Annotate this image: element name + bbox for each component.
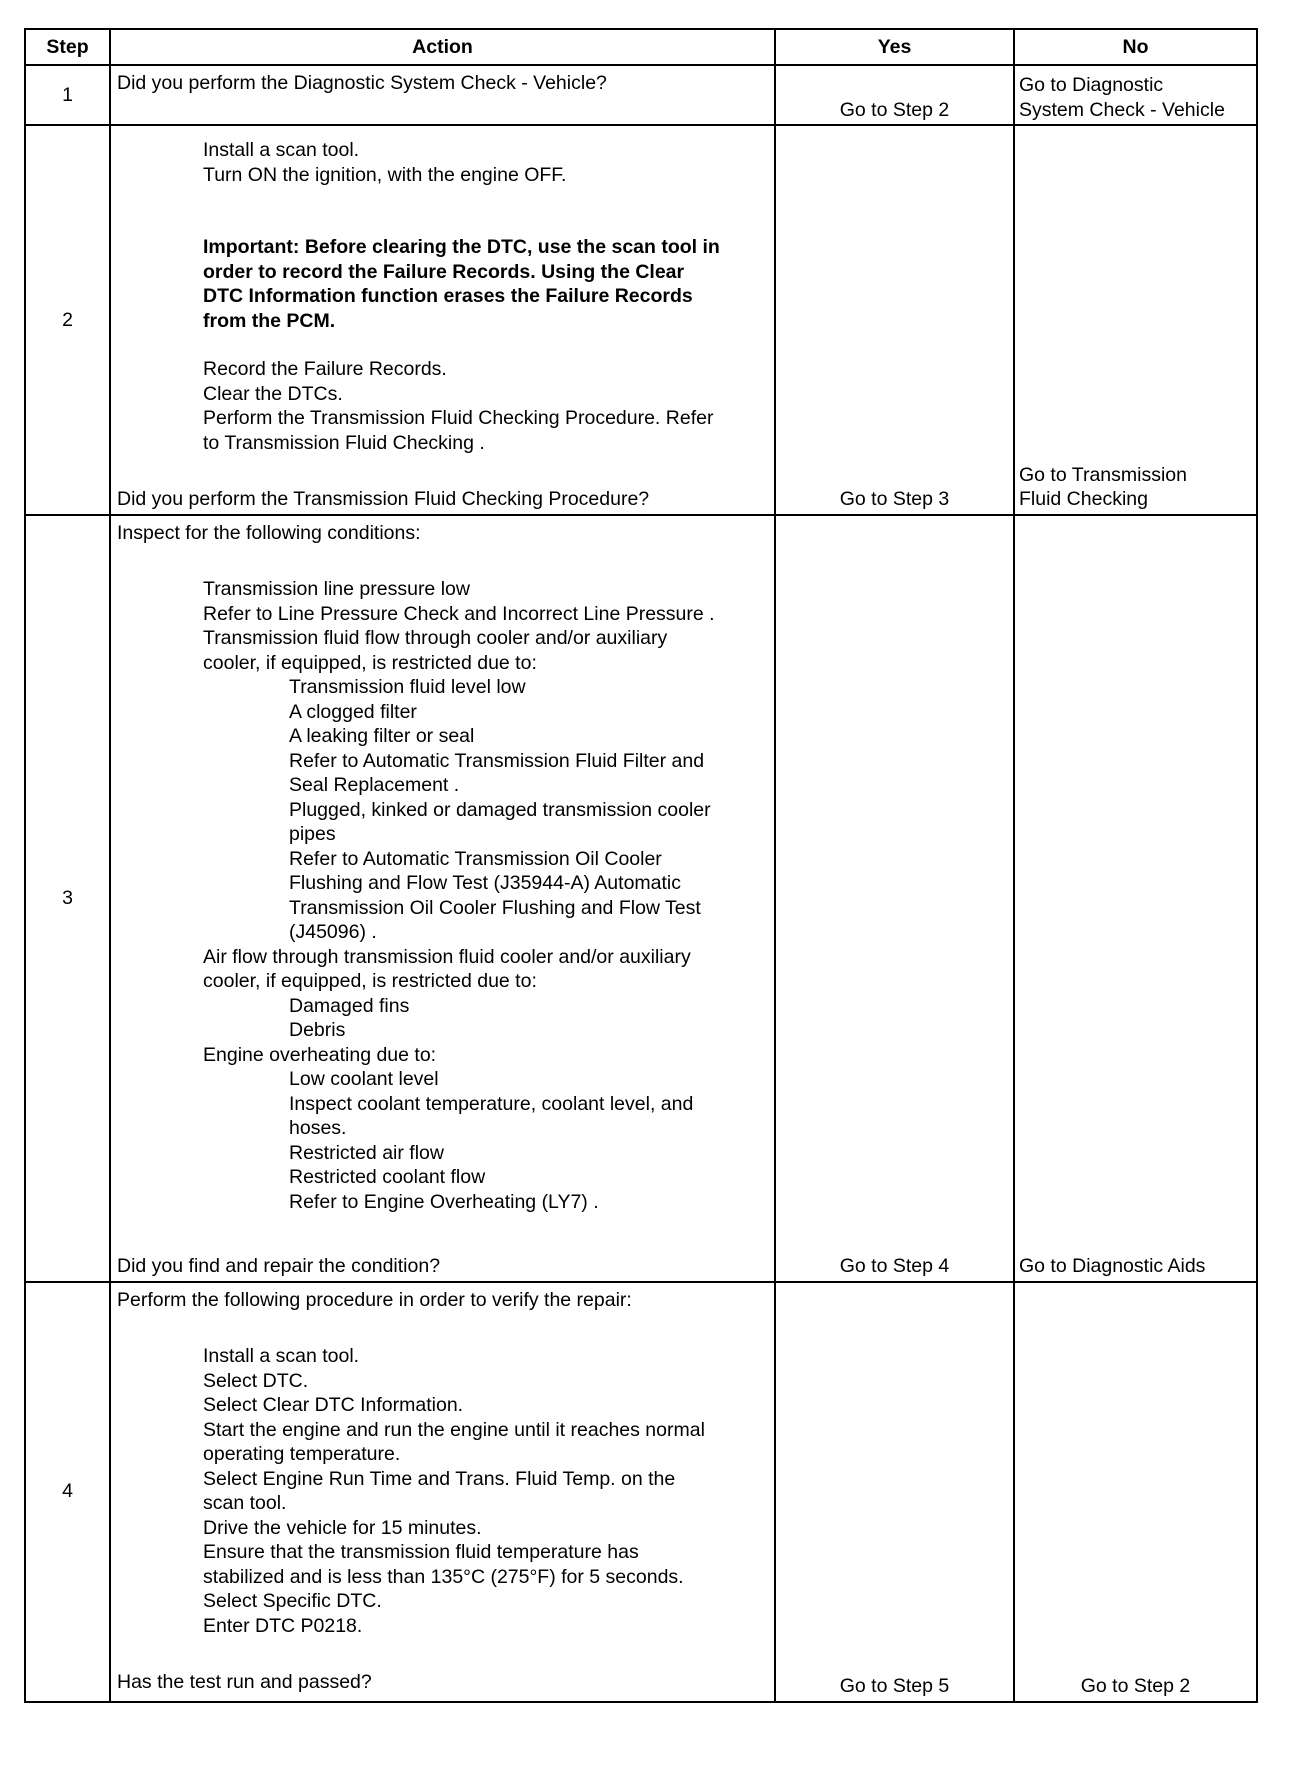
yes-link[interactable]: Go to Step 4 [839,1255,950,1277]
header-step: Step [25,29,110,65]
action-subline: Refer to Automatic Transmission Oil Cooler [289,847,662,870]
action-subline: Restricted air flow [289,1141,444,1164]
action-subline: Flushing and Flow Test (J35944-A) Automatic [289,872,681,894]
action-subline: Refer to Engine Overheating (LY7) . [289,1190,599,1213]
no-link[interactable]: Go to Step 2 [1080,1675,1191,1697]
action-line: cooler, if equipped, is restricted due to: [203,651,537,674]
table-row [25,1282,1257,1702]
important-note [117,235,768,333]
action-line: Select Engine Run Time and Trans. Fluid Temp. on the [203,1467,676,1490]
table-row [25,125,1257,515]
action-subline: Low coolant level [289,1068,439,1090]
action-subline: Transmission fluid level low [289,676,526,698]
table-row [25,515,1257,1282]
question-text: Did you perform the Diagnostic System Check - Vehicle? [117,72,607,94]
action-subline: Damaged fins [289,994,410,1017]
important-line: order to record the Failure Records. Using the Clear [203,260,685,283]
action-line: Install a scan tool. [203,1345,360,1367]
action-line: Start the engine and run the engine until it reaches normal [203,1418,705,1441]
important-line: Important: Before clearing the DTC, use the scan tool in [203,236,720,258]
action-line: Install a scan tool. [203,139,360,161]
header-action: Action [110,29,775,65]
no-link-line: System Check - Vehicle [1019,98,1225,121]
no-link[interactable] [1019,73,1252,122]
step-number: 3 [25,515,110,1282]
no-cell [1014,515,1257,1282]
action-subline: Debris [289,1019,346,1041]
header-no: No [1014,29,1257,65]
action-line: Refer to Line Pressure Check and Incorrect Line Pressure . [203,602,715,625]
action-subline: A leaking filter or seal [289,725,475,747]
action-intro: Perform the following procedure in order to verify the repair: [117,1288,632,1311]
action-line: Clear the DTCs. [203,382,343,405]
action-intro: Inspect for the following conditions: [117,521,421,544]
action-cell [110,65,775,125]
no-link-line: Go to Diagnostic [1019,74,1164,96]
step-number: 4 [25,1282,110,1702]
action-subline: Transmission Oil Cooler Flushing and Flow Test [289,896,701,919]
action-line: operating temperature. [203,1443,401,1465]
action-subline: Seal Replacement . [289,774,460,796]
action-subline: Inspect coolant temperature, coolant level, and [289,1092,694,1115]
no-link-line: Fluid Checking [1019,488,1148,510]
action-subline: (J45096) . [289,921,377,943]
action-line: Transmission fluid flow through cooler and/or auxiliary [203,627,668,649]
header-yes: Yes [775,29,1014,65]
action-line: Air flow through transmission fluid cooler and/or auxiliary [203,945,691,968]
yes-cell [775,1282,1014,1702]
diagnostic-table [24,28,1258,1703]
step-number: 2 [25,125,110,515]
action-cell [110,515,775,1282]
action-subline: A clogged filter [289,700,417,723]
action-line: Record the Failure Records. [203,358,447,380]
yes-link[interactable]: Go to Step 5 [839,1675,950,1697]
important-line: from the PCM. [203,309,336,332]
table-row [25,65,1257,125]
action-line: Select DTC. [203,1369,309,1392]
action-subline: hoses. [289,1117,347,1139]
action-line: scan tool. [203,1492,287,1514]
action-line: Perform the Transmission Fluid Checking Procedure. Refer [203,407,714,429]
action-line: Select Clear DTC Information. [203,1394,464,1416]
step-number: 1 [25,65,110,125]
question-text: Did you perform the Transmission Fluid Checking Procedure? [117,488,650,510]
action-line: stabilized and is less than 135°C (275°F) for 5 seconds. [203,1565,684,1588]
action-cell [110,125,775,515]
no-link[interactable] [1019,463,1252,512]
yes-link[interactable]: Go to Step 3 [839,488,950,510]
action-cell [110,1282,775,1702]
action-line: Ensure that the transmission fluid temperature has [203,1541,639,1563]
no-cell [1014,1282,1257,1702]
action-line: Drive the vehicle for 15 minutes. [203,1516,482,1539]
yes-cell [775,515,1014,1282]
action-subline: Plugged, kinked or damaged transmission cooler [289,798,711,821]
no-link[interactable]: Go to Diagnostic Aids [1019,1255,1206,1277]
action-line: Enter DTC P0218. [203,1614,363,1637]
action-subline: Restricted coolant flow [289,1166,486,1188]
no-cell [1014,65,1257,125]
action-line: cooler, if equipped, is restricted due to: [203,970,537,992]
question-text: Did you find and repair the condition? [117,1255,441,1277]
action-line: Engine overheating due to: [203,1043,437,1066]
action-line: Select Specific DTC. [203,1590,382,1612]
no-cell [1014,125,1257,515]
action-subline: Refer to Automatic Transmission Fluid Filter and [289,749,705,772]
no-link-line: Go to Transmission [1019,463,1187,486]
important-line: DTC Information function erases the Failure Records [203,285,693,307]
yes-link[interactable]: Go to Step 2 [839,98,950,121]
question-text: Has the test run and passed? [117,1671,372,1693]
header-row [25,29,1257,65]
action-line: Transmission line pressure low [203,578,470,600]
action-subline: pipes [289,823,336,845]
yes-cell [775,65,1014,125]
action-line: to Transmission Fluid Checking . [203,431,485,454]
yes-cell [775,125,1014,515]
action-line: Turn ON the ignition, with the engine OFF. [203,163,567,186]
